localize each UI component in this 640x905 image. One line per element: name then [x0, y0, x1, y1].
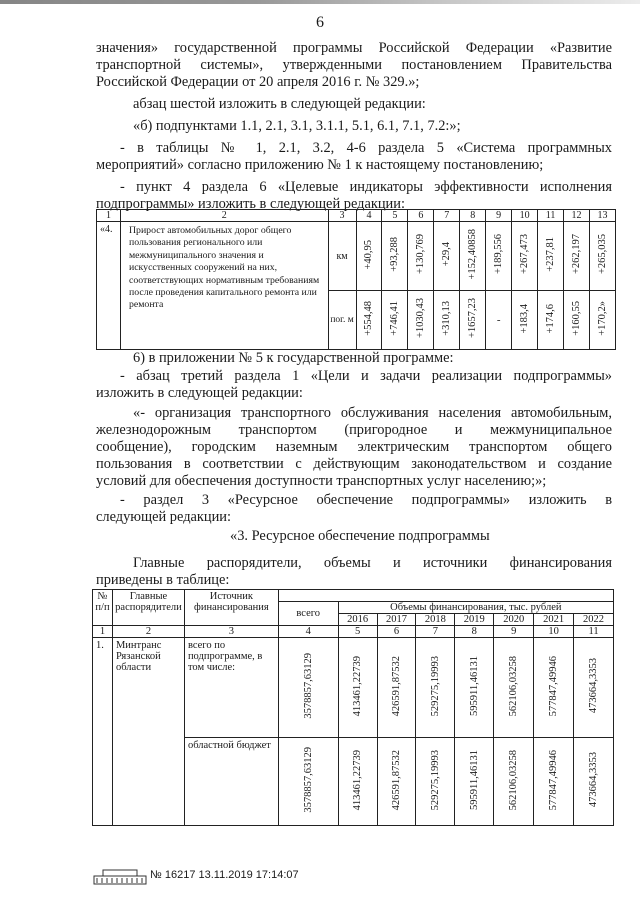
value-cell: 529275,19993 [429, 655, 441, 717]
year-header: 2017 [377, 614, 416, 626]
col-num: 9 [486, 210, 512, 222]
header-total: всего [278, 602, 338, 626]
paragraph-line: - раздел 3 «Ресурсное обеспечение подпрограммы» изложить в [120, 492, 612, 508]
value-cell: +1657,23 [467, 298, 479, 339]
paragraph-line: - абзац третий раздела 1 «Цели и задачи реализации подпрограммы» [120, 368, 612, 384]
header-num: № п/п [93, 590, 113, 626]
distributor-cell: Минтранс Рязанской области [112, 638, 184, 826]
value-cell: +554,48 [363, 301, 375, 336]
value-cell: +189,556 [493, 234, 505, 275]
indicator-description: Прирост автомобильных дорог общего пользования регионального или межмуниципального значения и искусственных сооружений на них, соответствующих нормативным требованиям после проведения капитального ремонта или ремонта [120, 222, 328, 350]
paragraph-line: Главные распорядители, объемы и источники финансирования [133, 555, 612, 571]
finance-table [92, 589, 614, 826]
col-num: 12 [564, 210, 590, 222]
col-num: 6 [408, 210, 434, 222]
col-num: 10 [512, 210, 538, 222]
year-header: 2019 [455, 614, 494, 626]
header-row [93, 590, 614, 602]
year-header: 2022 [574, 614, 614, 626]
indicators-table [96, 209, 616, 350]
value-cell: +170,2» [596, 301, 608, 336]
col-num: 11 [574, 626, 614, 638]
value-cell: 473664,3353 [588, 752, 600, 808]
paragraph-line: значения» государственной программы Российской Федерации «Развитие [96, 40, 612, 56]
source-cell: областной бюджет [184, 738, 278, 826]
paragraph-line: подпрограммы» изложить в следующей редакции: [96, 196, 405, 212]
value-cell: 595911,46131 [468, 656, 480, 716]
value-cell: +93,288 [389, 237, 401, 272]
paragraph-line: мероприятий» согласно приложению № 1 к настоящему постановлению; [96, 157, 544, 173]
col-num: 3 [328, 210, 356, 222]
col-num: 10 [534, 626, 574, 638]
value-cell: +130,769 [415, 234, 427, 275]
paragraph-line: - пункт 4 раздела 6 «Целевые индикаторы эффективности исполнения [120, 179, 612, 195]
col-num: 1 [93, 626, 113, 638]
column-numbers-row [93, 626, 614, 638]
value-cell: +152,40858 [467, 229, 479, 280]
col-num: 11 [538, 210, 564, 222]
value-cell: +40,95 [363, 239, 375, 270]
value-cell: +183,4 [519, 303, 531, 334]
value-cell: 577847,49946 [548, 655, 560, 717]
page-number: 6 [316, 14, 324, 31]
source-cell: всего по подпрограмме, в том числе: [184, 638, 278, 738]
header-volumes: Объемы финансирования, тыс. рублей [338, 602, 613, 614]
col-num: 5 [382, 210, 408, 222]
value-cell: +160,55 [570, 301, 582, 336]
value-cell: +174,6 [545, 303, 557, 334]
header-row [97, 210, 616, 222]
value-cell: +237,81 [545, 237, 557, 272]
col-num: 4 [278, 626, 338, 638]
paragraph-line: изложить в следующей редакции: [96, 385, 303, 401]
col-num: 1 [97, 210, 121, 222]
paragraph-line: 6) в приложении № 5 к государственной программе: [133, 350, 454, 366]
col-num: 3 [184, 626, 278, 638]
value-cell: 426591,87532 [390, 655, 402, 717]
scan-edge [0, 0, 640, 4]
year-header: 2021 [534, 614, 574, 626]
value-cell: +265,035 [596, 234, 608, 275]
col-num: 2 [120, 210, 328, 222]
table-row [93, 638, 614, 738]
col-num: 5 [338, 626, 377, 638]
value-cell: 3578857,63129 [302, 653, 314, 719]
col-num: 8 [455, 626, 494, 638]
value-cell: +267,473 [519, 234, 531, 275]
paragraph-line: приведены в таблице: [96, 572, 230, 588]
unit-cell: пог. м [328, 291, 356, 350]
header-source: Источник финансирования [184, 590, 278, 626]
value-cell: 529275,19993 [429, 749, 441, 811]
col-num: 9 [494, 626, 534, 638]
value-cell: 473664,3353 [588, 658, 600, 714]
paragraph-line: «- организация транспортного обслуживания населения автомобильным, [133, 405, 612, 421]
value-cell: 3578857,63129 [302, 747, 314, 813]
col-num: 13 [589, 210, 615, 222]
row-number: 1. [93, 638, 113, 826]
table-row [97, 222, 616, 291]
paragraph-line: Российской Федерации от 20 апреля 2016 г. № 329.»; [96, 74, 420, 90]
value-cell: +29,4 [441, 242, 453, 267]
year-header: 2016 [338, 614, 377, 626]
header-distributors: Главные распорядители [112, 590, 184, 626]
paragraph-line: абзац шестой изложить в следующей редакции: [133, 96, 426, 112]
unit-cell: км [328, 222, 356, 291]
col-num: 2 [112, 626, 184, 638]
col-num: 7 [416, 626, 455, 638]
col-num: 7 [434, 210, 460, 222]
value-cell: +310,13 [441, 301, 453, 336]
col-num: 4 [356, 210, 382, 222]
paragraph-line: сообщение), городским наземным электрическим транспортом общего [96, 439, 612, 455]
registration-footer: № 16217 13.11.2019 17:14:07 [150, 869, 299, 881]
paragraph-line: «б) подпунктами 1.1, 2.1, 3.1, 3.1.1, 5.1, 6.1, 7.1, 7.2:»; [133, 118, 461, 134]
col-num: 8 [460, 210, 486, 222]
value-cell: 577847,49946 [548, 749, 560, 811]
year-header: 2020 [494, 614, 534, 626]
paragraph-line: пользования в соответствии с действующим законодательством и создание [96, 456, 612, 472]
paragraph-line: - в таблицы № 1, 2.1, 3.2, 4-6 раздела 5 «Система программных [120, 140, 612, 156]
registration-stamp-icon [93, 867, 147, 885]
paragraph-line: условий для обеспечения доступности транспортных услуг населению;»; [96, 473, 547, 489]
paragraph-line: транспортной системы», утвержденными постановлением Правительства [96, 57, 612, 73]
value-cell: +1030,43 [415, 298, 427, 339]
value-cell: 413461,22739 [352, 655, 364, 717]
section-title: «3. Ресурсное обеспечение подпрограммы [230, 528, 490, 544]
paragraph-line: железнодорожным транспортом (пригородное и межмуниципальное [96, 422, 612, 438]
value-cell: +262,197 [570, 234, 582, 275]
row-number: «4. [97, 222, 121, 350]
value-cell: +746,41 [389, 301, 401, 336]
value-cell: 595911,46131 [468, 750, 480, 810]
paragraph-line: следующей редакции: [96, 509, 231, 525]
value-cell: - [486, 291, 512, 350]
value-cell: 413461,22739 [352, 749, 364, 811]
value-cell: 562106,03258 [508, 655, 520, 717]
value-cell: 562106,03258 [508, 749, 520, 811]
year-header: 2018 [416, 614, 455, 626]
value-cell: 426591,87532 [390, 749, 402, 811]
col-num: 6 [377, 626, 416, 638]
